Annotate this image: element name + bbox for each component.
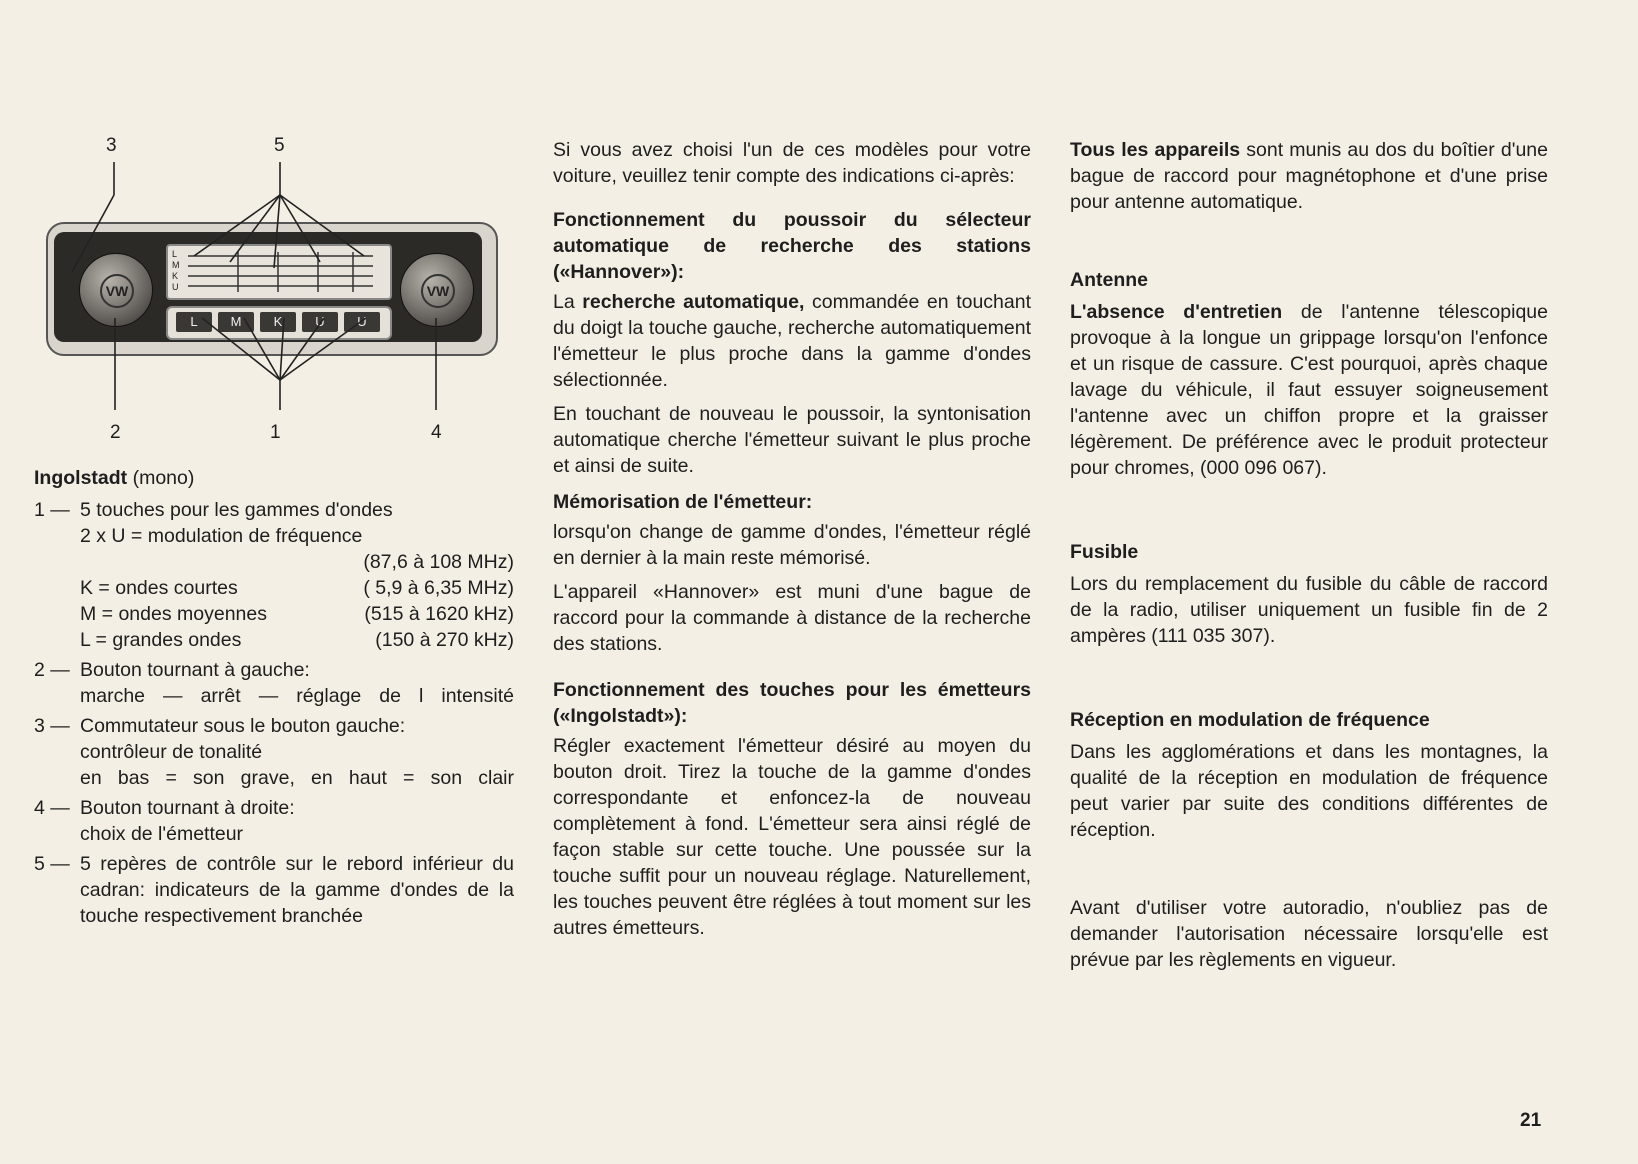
legend-number: 2 — xyxy=(34,659,70,681)
preset-button-m: M xyxy=(218,312,254,332)
paragraph-reception: Dans les agglomérations et dans les montagnes, la qualité de la réception en modulation de fréquence peut varier par suite des conditions différentes de réception. xyxy=(1070,741,1548,841)
legend-number: 1 — xyxy=(34,499,70,521)
dial-band-k: K xyxy=(172,271,179,281)
legend-item-2 xyxy=(34,657,514,709)
legend-text: en bas = son grave, en haut = son clair xyxy=(80,767,514,789)
model-caption xyxy=(34,465,514,491)
preset-button-u2: U xyxy=(344,312,380,332)
legend-subline xyxy=(34,523,514,549)
legend-number: 5 — xyxy=(34,853,70,875)
callout-5: 5 xyxy=(274,135,285,156)
page-number: 21 xyxy=(1520,1110,1542,1131)
paragraph-preset-buttons: Régler exactement l'émetteur désiré au moyen du bouton droit. Tirez la touche de la gamme d'ondes correspondante et enfoncez-la de nouveau complètement à fond. L'émetteur sera ainsi réglé de façon stable sur cette touche. Une poussée sur la touche suffit pour un nouveau réglage. Naturellement, les touches peuvent être réglées à tout moment sur les autres émetteurs. xyxy=(553,735,1031,939)
text-span: de l'antenne télescopique provoque à la longue un grippage lorsqu'on l'enfonce et un risque de cassure. C'est pourquoi, après chaque lavage du véhicule, il faut essuyer soigneusement l'antenne avec un chiffon propre et la graisser légèrement. De préférence avec le produit protecteur pour chromes, (000 096 067). xyxy=(1070,301,1548,479)
bold-term: Tous les appareils xyxy=(1070,139,1241,161)
dial-band-u: U xyxy=(172,282,179,292)
legend-number: 3 — xyxy=(34,715,70,737)
heading-hannover-search: Fonctionnement du poussoir du sélecteur automatique de recherche des stations («Hannover»): xyxy=(553,209,1031,283)
callout-3: 3 xyxy=(106,135,117,156)
legend-number: 4 — xyxy=(34,797,70,819)
vw-logo-icon: VW xyxy=(100,274,134,308)
paragraph-autorisation: Avant d'utiliser votre autoradio, n'oubliez pas de demander l'autorisation nécessaire lorsqu'elle est prévue par les règlements en vigueur. xyxy=(1070,897,1548,971)
bold-term: L'absence d'entretien xyxy=(1070,301,1283,323)
text-span: commandée en touchant du doigt la touche gauche, recherche automatiquement l'émetteur le plus proche dans la gamme d'ondes sélectionnée. xyxy=(553,291,1032,391)
column-right xyxy=(1070,137,1548,973)
heading-antenne: Antenne xyxy=(1070,269,1148,291)
band-label: L = grandes ondes xyxy=(80,629,242,651)
band-range: ( 5,9 à 6,35 MHz) xyxy=(363,577,514,599)
legend-text: Bouton tournant à gauche: xyxy=(80,659,310,681)
legend-item-4 xyxy=(34,795,514,847)
paragraph-antenne xyxy=(1070,299,1548,481)
legend-item-5 xyxy=(34,851,514,929)
heading-reception: Réception en modulation de fréquence xyxy=(1070,709,1430,731)
legend-text: Bouton tournant à droite: xyxy=(80,797,295,819)
legend-item-3 xyxy=(34,713,514,791)
callout-2: 2 xyxy=(110,422,121,443)
range-u: (87,6 à 108 MHz) xyxy=(363,551,514,573)
preset-button-l: L xyxy=(176,312,212,332)
band-label: K = ondes courtes xyxy=(80,577,238,599)
column-middle xyxy=(553,137,1031,941)
text-span: La xyxy=(553,291,583,313)
radio-illustration xyxy=(34,0,514,450)
paragraph-next-station: En touchant de nouveau le poussoir, la syntonisation automatique cherche l'émetteur suivant le plus proche et ainsi de suite. xyxy=(553,403,1031,477)
legend-text: 2 x U = modulation de fréquence xyxy=(80,525,363,547)
dial-band-l: L xyxy=(172,249,178,259)
text-span: sont munis au dos du boîtier d'une bague de raccord pour magnétophone et d'une prise pour antenne automatique. xyxy=(1070,139,1548,213)
band-row-k xyxy=(34,575,514,601)
legend-text: choix de l'émetteur xyxy=(80,823,244,845)
paragraph-memorisation: lorsqu'on change de gamme d'ondes, l'émetteur réglé en dernier à la main reste mémorisé. xyxy=(553,521,1031,569)
bold-term: recherche automatique, xyxy=(582,291,805,313)
heading-memorisation: Mémorisation de l'émetteur: xyxy=(553,491,813,513)
legend-list xyxy=(34,497,514,929)
legend-text: marche — arrêt — réglage de l intensité xyxy=(80,685,514,707)
paragraph-all-devices xyxy=(1070,137,1548,215)
intro-paragraph: Si vous avez choisi l'un de ces modèles pour votre voiture, veuillez tenir compte des indications ci-après: xyxy=(553,139,1031,187)
callout-leader-lines xyxy=(34,0,514,450)
model-variant: (mono) xyxy=(127,467,195,489)
paragraph-fusible: Lors du remplacement du fusible du câble de raccord de la radio, utiliser uniquement un fusible fin de 2 ampères (111 035 307). xyxy=(1070,573,1548,647)
heading-fusible: Fusible xyxy=(1070,541,1139,563)
model-name: Ingolstadt xyxy=(34,467,128,489)
band-label: M = ondes moyennes xyxy=(80,603,267,625)
paragraph-auto-search xyxy=(553,289,1031,393)
paragraph-remote: L'appareil «Hannover» est muni d'une bague de raccord pour la commande à distance de la recherche des stations. xyxy=(553,581,1031,655)
callout-1: 1 xyxy=(270,422,281,443)
heading-preset-buttons: Fonctionnement des touches pour les émetteurs («Ingolstadt»): xyxy=(553,679,1031,727)
legend-text: 5 touches pour les gammes d'ondes xyxy=(80,499,393,521)
legend-text: Commutateur sous le bouton gauche: xyxy=(80,715,406,737)
dial-band-m: M xyxy=(172,260,180,270)
legend-item-1 xyxy=(34,497,514,523)
band-row-m xyxy=(34,601,514,627)
legend-text: 5 repères de contrôle sur le rebord inférieur du cadran: indicateurs de la gamme d'ondes de la touche respectivement branchée xyxy=(80,853,514,927)
band-range: (150 à 270 kHz) xyxy=(375,629,514,651)
callout-4: 4 xyxy=(431,422,442,443)
preset-button-k: K xyxy=(260,312,296,332)
band-row-l xyxy=(34,627,514,653)
vw-logo-icon: VW xyxy=(421,274,455,308)
band-range: (515 à 1620 kHz) xyxy=(364,603,514,625)
preset-button-u1: U xyxy=(302,312,338,332)
legend-text: contrôleur de tonalité xyxy=(80,741,263,763)
